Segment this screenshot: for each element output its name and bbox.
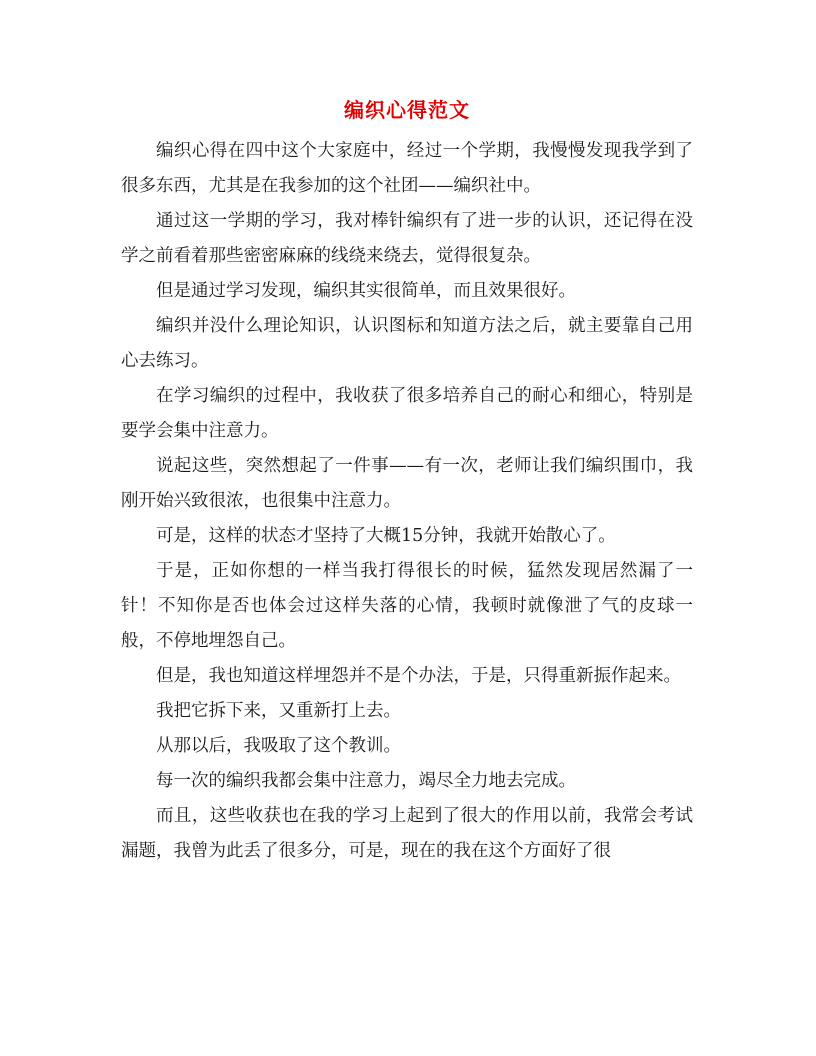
paragraph-9: 但是，我也知道这样埋怨并不是个办法，于是，只得重新振作起来。: [156, 666, 681, 686]
document-page: [121, 96, 693, 869]
paragraph-8: 于是，正如你想的一样当我打得很长的时候，猛然发现居然漏了一针！不知你是否也体会过这样失落的心情，我顿时就像泄了气的皮球一般，不停地埋怨自己。: [121, 561, 693, 651]
paragraph-12: 每一次的编织我都会集中注意力，竭尽全力地去完成。: [156, 771, 576, 791]
paragraph-2: 通过这一学期的学习，我对棒针编织有了进一步的认识，还记得在没学之前看着那些密密麻麻的线绕来绕去，觉得很复杂。: [121, 211, 693, 266]
paragraph-13: 而且，这些收获也在我的学习上起到了很大的作用以前，我常会考试漏题，我曾为此丢了很多分，可是，现在的我在这个方面好了很: [121, 806, 693, 861]
paragraph-6: 说起这些，突然想起了一件事——有一次，老师让我们编织围巾，我刚开始兴致很浓，也很集中注意力。: [121, 456, 693, 511]
paragraph-10: 我把它拆下来，又重新打上去。: [156, 701, 401, 721]
paragraph-4: 编织并没什么理论知识，认识图标和知道方法之后，就主要靠自己用心去练习。: [121, 316, 693, 371]
paragraph-5: 在学习编织的过程中，我收获了很多培养自己的耐心和细心，特别是要学会集中注意力。: [121, 386, 693, 441]
paragraph-7: 可是，这样的状态才坚持了大概15分钟，我就开始散心了。: [156, 526, 616, 546]
paragraph-3: 但是通过学习发现，编织其实很简单，而且效果很好。: [156, 281, 576, 301]
document-title: 编织心得范文: [344, 98, 470, 122]
paragraph-1: 编织心得在四中这个大家庭中，经过一个学期，我慢慢发现我学到了很多东西，尤其是在我参加的这个社团——编织社中。: [121, 141, 693, 196]
paragraph-11: 从那以后，我吸取了这个教训。: [156, 736, 401, 756]
